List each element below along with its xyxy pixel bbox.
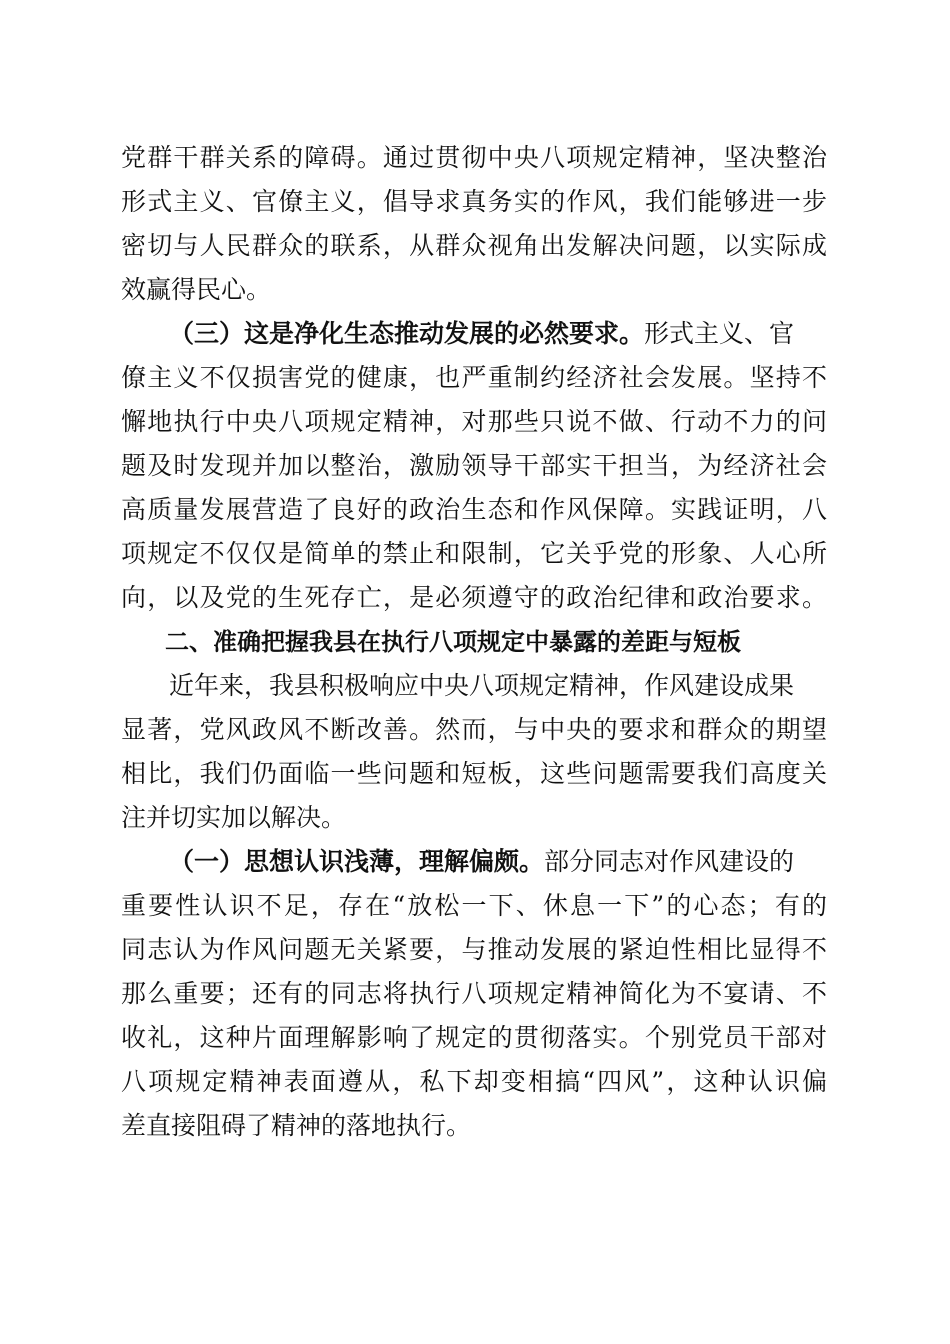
- text-line: 懈地执行中央八项规定精神，对那些只说不做、行动不力的问: [121, 407, 827, 436]
- text-line: 向，以及党的生死存亡，是必须遵守的政治纪律和政治要求。: [121, 583, 827, 612]
- text-line: 僚主义不仅损害党的健康，也严重制约经济社会发展。坚持不: [121, 363, 827, 392]
- text-line: 重要性认识不足，存在“放松一下、休息一下”的心态；有的: [121, 891, 827, 920]
- text-line: 项规定不仅仅是简单的禁止和限制，它关乎党的形象、人心所: [121, 539, 827, 568]
- body-text: [121, 136, 827, 1148]
- text-line: 效赢得民心。: [121, 275, 272, 304]
- text-run: 部分同志对作风建设的: [544, 847, 795, 876]
- text-run: 形式主义、官: [644, 319, 795, 348]
- text-line: 收礼，这种片面理解影响了规定的贯彻落实。个别党员干部对: [121, 1023, 827, 1052]
- text-line: 同志认为作风问题无关紧要，与推动发展的紧迫性相比显得不: [121, 935, 827, 964]
- text-line: 八项规定精神表面遵从，私下却变相搞“四风”，这种认识偏: [121, 1067, 827, 1096]
- text-line: 近年来，我县积极响应中央八项规定精神，作风建设成果: [169, 671, 795, 700]
- section-heading: 二、准确把握我县在执行八项规定中暴露的差距与短板: [165, 628, 741, 656]
- subsection-title-1: （一）思想认识浅薄，理解偏颇。: [169, 847, 545, 876]
- text-line: 形式主义、官僚主义，倡导求真务实的作风，我们能够进一步: [121, 187, 827, 216]
- text-line: 高质量发展营造了良好的政治生态和作风保障。实践证明，八: [121, 495, 827, 524]
- subsection-first-line: [121, 840, 827, 884]
- subsection-first-line: [121, 312, 827, 356]
- text-line: 相比，我们仍面临一些问题和短板，这些问题需要我们高度关: [121, 759, 827, 788]
- text-line: 党群干群关系的障碍。通过贯彻中央八项规定精神，坚决整治: [121, 143, 827, 172]
- text-line: 差直接阻碍了精神的落地执行。: [121, 1111, 472, 1140]
- text-line: 那么重要；还有的同志将执行八项规定精神简化为不宴请、不: [121, 979, 827, 1008]
- text-line: 题及时发现并加以整治，激励领导干部实干担当，为经济社会: [121, 451, 827, 480]
- text-line: 注并切实加以解决。: [121, 803, 347, 832]
- text-line: 密切与人民群众的联系，从群众视角出发解决问题，以实际成: [121, 231, 827, 260]
- text-line: 显著，党风政风不断改善。然而，与中央的要求和群众的期望: [121, 715, 827, 744]
- subsection-title-3: （三）这是净化生态推动发展的必然要求。: [169, 319, 645, 348]
